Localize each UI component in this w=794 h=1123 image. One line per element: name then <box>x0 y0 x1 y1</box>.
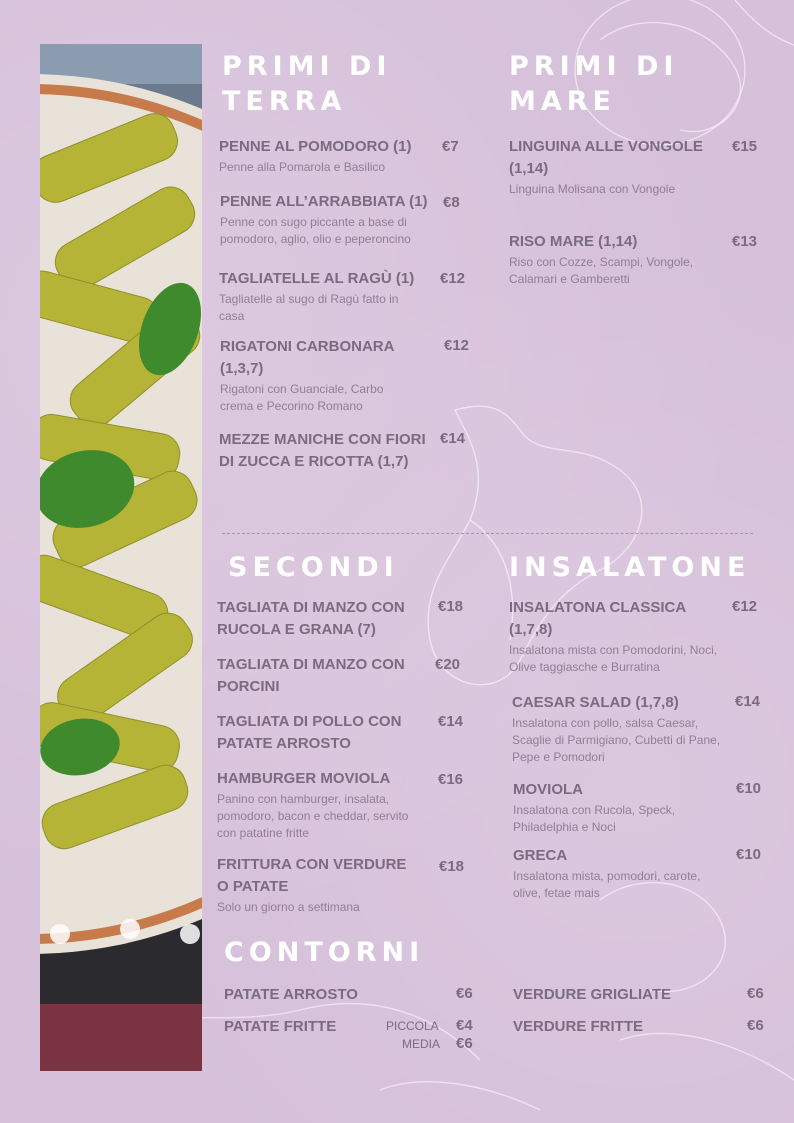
item-price: €8 <box>443 194 460 211</box>
item-name: FRITTURA CON VERDURE O PATATE <box>217 856 407 895</box>
item-description: Insalatona con Rucola, Speck, Philadelphia e Noci <box>513 803 676 834</box>
item-description: Insalatona mista con Pomodorini, Noci, Olive taggiasche e Burratina <box>509 643 718 674</box>
item-name: TAGLIATA DI MANZO CON PORCINI <box>217 656 405 695</box>
item-price: €6 <box>747 1017 764 1034</box>
item-price-medium: €6 <box>456 1035 473 1052</box>
primi-di-mare-heading: PRIMI DI MARE <box>509 51 679 117</box>
item-description: Insalatona mista, pomodori, carote, olive, fetae mais <box>513 869 701 900</box>
item-price: €12 <box>732 598 758 615</box>
item-name: CAESAR SALAD (1,7,8) <box>512 694 679 711</box>
menu-item-linguina-vongole <box>509 136 714 198</box>
item-price: €14 <box>440 430 466 447</box>
item-price: €15 <box>732 138 758 155</box>
item-description: Linguina Molisana con Vongole <box>509 182 676 196</box>
primi-di-terra-heading: PRIMI DI TERRA <box>222 51 392 117</box>
menu-item-greca <box>513 845 723 902</box>
item-description: Penne con sugo piccante a base di pomodoro, aglio, olio e peperoncino <box>220 215 411 246</box>
item-name: INSALATONA CLASSICA (1,7,8) <box>509 599 686 638</box>
menu-item-hamburger-moviola <box>217 768 417 842</box>
item-price: €14 <box>438 713 464 730</box>
contorni-heading: CONTORNI <box>224 937 425 968</box>
menu-item-tagliatelle-ragu <box>219 268 419 325</box>
item-price: €10 <box>736 846 762 863</box>
item-name: RIGATONI CARBONARA (1,3,7) <box>220 338 394 377</box>
item-price: €12 <box>444 337 470 354</box>
menu-item-riso-mare <box>509 231 709 288</box>
item-price: €10 <box>736 780 762 797</box>
item-name: TAGLIATELLE AL RAGÙ (1) <box>219 270 415 287</box>
size-medium-label: MEDIA <box>402 1037 441 1051</box>
item-description: Tagliatelle al sugo di Ragù fatto in casa <box>219 292 399 323</box>
item-description: Rigatoni con Guanciale, Carbo crema e Pecorino Romano <box>220 382 384 413</box>
item-price: €16 <box>438 771 464 788</box>
item-price: €6 <box>456 985 473 1002</box>
menu-item-insalatona-classica <box>509 597 719 676</box>
item-name: MOVIOLA <box>513 781 583 798</box>
contorno-patate-arrosto: PATATE ARROSTO <box>224 986 358 1003</box>
menu-item-tagliata-porcini <box>217 654 427 698</box>
menu-item-frittura <box>217 854 417 916</box>
item-description: Insalatona con pollo, salsa Caesar, Scaglie di Parmigiano, Cubetti di Pane, Pepe e Pomodori <box>512 716 721 764</box>
menu-item-tagliata-rucola <box>217 597 427 641</box>
menu-item-moviola <box>513 779 723 836</box>
item-name: TAGLIATA DI POLLO CON PATATE ARROSTO <box>217 713 402 752</box>
menu-item-mezze-maniche <box>219 429 439 473</box>
item-name: PENNE AL POMODORO (1) <box>219 138 412 155</box>
item-price: €14 <box>735 693 761 710</box>
item-price: €18 <box>438 598 464 615</box>
item-name: PENNE ALL’ARRABBIATA (1) <box>220 193 428 210</box>
insalatone-heading: INSALATONE <box>509 552 751 583</box>
item-name: TAGLIATA DI MANZO CON RUCOLA E GRANA (7) <box>217 599 405 638</box>
menu-item-caesar-salad <box>512 692 722 766</box>
item-name: LINGUINA ALLE VONGOLE (1,14) <box>509 138 703 177</box>
pasta-photo <box>40 44 202 1071</box>
contorno-verdure-grigliate: VERDURE GRIGLIATE <box>513 986 672 1003</box>
item-name: RISO MARE (1,14) <box>509 233 638 250</box>
item-description: Solo un giorno a settimana <box>217 900 360 914</box>
item-name: GRECA <box>513 847 568 864</box>
item-description: Penne alla Pomarola e Basilico <box>219 160 386 174</box>
item-price: €6 <box>747 985 764 1002</box>
pesto-pasta-image <box>40 44 202 1071</box>
contorno-patate-fritte: PATATE FRITTE <box>224 1018 337 1035</box>
item-name: HAMBURGER MOVIOLA <box>217 770 391 787</box>
menu-item-rigatoni-carbonara <box>220 336 410 415</box>
size-small-label: PICCOLA <box>386 1019 439 1033</box>
section-divider <box>222 533 753 534</box>
secondi-heading: SECONDI <box>228 552 399 583</box>
menu-item-tagliata-pollo <box>217 711 427 755</box>
item-price: €7 <box>442 138 459 155</box>
item-description: Riso con Cozze, Scampi, Vongole, Calamari e Gamberetti <box>509 255 694 286</box>
item-price: €20 <box>435 656 461 673</box>
item-description: Panino con hamburger, insalata, pomodoro, bacon e cheddar, servito con patatine fritte <box>217 792 409 840</box>
item-name: MEZZE MANICHE CON FIORI DI ZUCCA E RICOTTA (1,7) <box>219 431 426 470</box>
menu-item-penne-arrabbiata <box>220 191 435 248</box>
item-price: €13 <box>732 233 758 250</box>
contorno-verdure-fritte: VERDURE FRITTE <box>513 1018 644 1035</box>
item-price: €12 <box>440 270 466 287</box>
item-price-small: €4 <box>456 1017 473 1034</box>
item-price: €18 <box>439 858 465 875</box>
menu-item-penne-pomodoro <box>219 136 434 176</box>
